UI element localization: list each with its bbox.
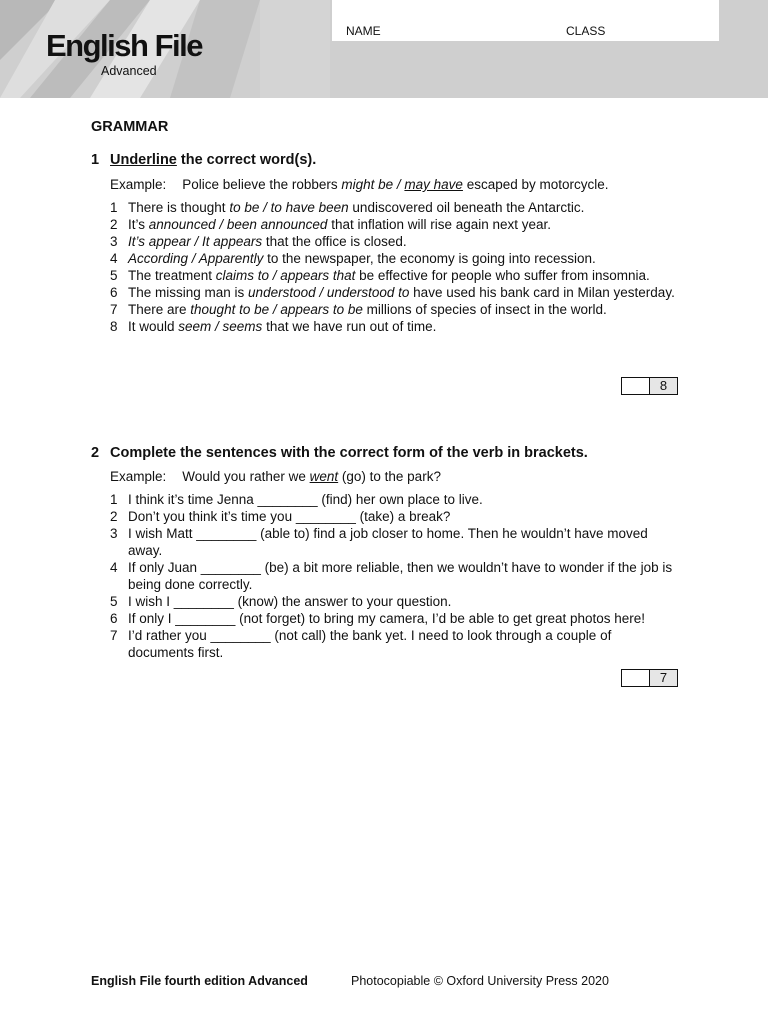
item-number: 3: [110, 234, 118, 249]
word-options[interactable]: understood / understood to: [248, 285, 410, 300]
q2-item: [110, 593, 680, 610]
q2-example: [110, 469, 441, 484]
example-answer: may have: [404, 177, 463, 192]
item-number: 5: [110, 268, 118, 283]
word-options[interactable]: According / Apparently: [128, 251, 264, 266]
q1-heading-underlined: Underline: [110, 152, 177, 168]
item-text: The treatment: [128, 268, 216, 283]
item-text: millions of species of insect in the world.: [362, 302, 607, 317]
q1-items: [110, 199, 680, 335]
q2-item: [110, 559, 680, 593]
example-label: Example:: [110, 469, 167, 484]
q2-item: [110, 508, 680, 525]
item-text: There is thought: [128, 200, 230, 215]
item-text: I think it’s time Jenna ________ (find) her own place to live.: [128, 492, 483, 507]
section-title: GRAMMAR: [91, 119, 169, 135]
q1-heading-rest: the correct word(s).: [176, 152, 317, 168]
example-option: might be /: [341, 177, 405, 192]
item-text: Don’t you think it’s time you ________ (take) a break?: [128, 509, 451, 524]
example-text: Police believe the robbers: [182, 177, 342, 192]
q2-item: [110, 491, 680, 508]
q1-number: 1: [91, 152, 100, 168]
item-text: There are: [128, 302, 191, 317]
item-number: 7: [110, 628, 118, 643]
item-number: 2: [110, 509, 118, 524]
logo-subtitle: Advanced: [101, 64, 157, 78]
example-label: Example:: [110, 177, 167, 192]
item-text: that inflation will rise again next year.: [327, 217, 552, 232]
name-label: NAME: [346, 24, 381, 38]
item-text: I’d rather you ________ (not call) the bank yet. I need to look through a couple of documents first.: [128, 628, 612, 660]
q1-item: [110, 318, 680, 335]
q2-score-box: [621, 669, 678, 687]
q1-heading: [91, 152, 316, 168]
item-text: have used his bank card in Milan yesterday.: [409, 285, 675, 300]
item-number: 6: [110, 611, 118, 626]
class-label: CLASS: [566, 24, 606, 38]
q2-heading-text: Complete the sentences with the correct form of the verb in brackets.: [110, 445, 588, 461]
q1-score: 8: [650, 378, 677, 394]
score-blank[interactable]: [622, 378, 650, 394]
word-options[interactable]: thought to be / appears to be: [190, 302, 363, 317]
item-text: that we have run out of time.: [262, 319, 437, 334]
example-answer: went: [309, 469, 339, 484]
item-text: If only Juan ________ (be) a bit more reliable, then we wouldn’t have to wonder if the job is being done correctly.: [128, 560, 673, 592]
q2-number: 2: [91, 445, 100, 461]
word-options[interactable]: to be / to have been: [229, 200, 349, 215]
item-text: The missing man is: [128, 285, 249, 300]
footer-copyright: Photocopiable © Oxford University Press 2020: [351, 974, 609, 988]
q2-item: [110, 610, 680, 627]
header-banner: [0, 0, 768, 98]
q1-item: [110, 216, 680, 233]
q2-item: [110, 525, 680, 559]
item-number: 3: [110, 526, 118, 541]
item-text: to the newspaper, the economy is going into recession.: [263, 251, 596, 266]
example-text: escaped by motorcycle.: [462, 177, 609, 192]
item-number: 2: [110, 217, 118, 232]
item-text: If only I ________ (not forget) to bring my camera, I’d be able to get great photos here!: [128, 611, 646, 626]
word-options[interactable]: claims to / appears that: [215, 268, 356, 283]
item-text: undiscovered oil beneath the Antarctic.: [348, 200, 585, 215]
word-options[interactable]: announced / been announced: [148, 217, 328, 232]
q1-item: [110, 233, 680, 250]
item-number: 4: [110, 560, 118, 575]
item-text: It’s: [128, 217, 149, 232]
q1-item: [110, 301, 680, 318]
name-class-box: [332, 0, 719, 41]
q2-items: [110, 491, 680, 661]
item-number: 8: [110, 319, 118, 334]
item-number: 7: [110, 302, 118, 317]
item-text: be effective for people who suffer from insomnia.: [355, 268, 650, 283]
score-blank[interactable]: [622, 670, 650, 686]
q2-heading: [91, 445, 588, 461]
q1-item: [110, 250, 680, 267]
item-text: It would: [128, 319, 179, 334]
q2-score: 7: [650, 670, 677, 686]
q1-score-box: [621, 377, 678, 395]
q1-example: [110, 177, 609, 192]
item-text: I wish I ________ (know) the answer to your question.: [128, 594, 452, 609]
q2-item: [110, 627, 680, 661]
item-text: that the office is closed.: [262, 234, 407, 249]
example-text: Would you rather we: [182, 469, 310, 484]
word-options[interactable]: seem / seems: [178, 319, 263, 334]
item-number: 6: [110, 285, 118, 300]
footer-title: English File fourth edition Advanced: [91, 974, 308, 988]
q1-item: [110, 199, 680, 216]
q1-item: [110, 284, 680, 301]
example-text: (go) to the park?: [338, 469, 441, 484]
item-number: 5: [110, 594, 118, 609]
item-number: 4: [110, 251, 118, 266]
item-number: 1: [110, 492, 118, 507]
q1-item: [110, 267, 680, 284]
item-number: 1: [110, 200, 118, 215]
item-text: I wish Matt ________ (able to) find a job closer to home. Then he wouldn’t have moved away.: [128, 526, 648, 558]
word-options[interactable]: It’s appear / It appears: [128, 234, 263, 249]
logo-title: English File: [46, 28, 202, 63]
